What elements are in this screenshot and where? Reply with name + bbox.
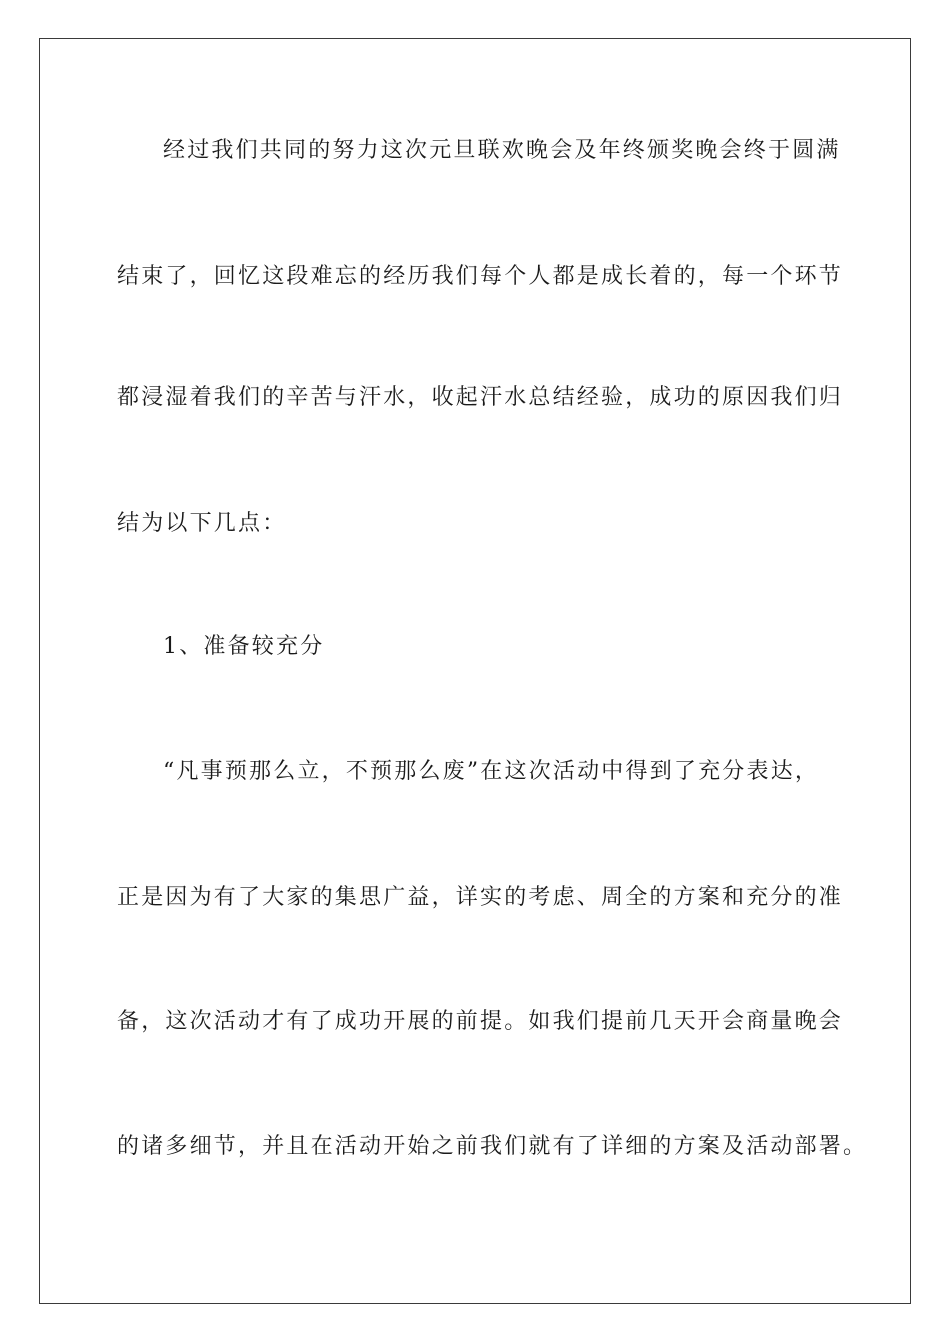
paragraph-2-line-3: 备，这次活动才有了成功开展的前提。如我们提前几天开会商量晚会 [117, 1009, 844, 1034]
paragraph-1-line-4: 结为以下几点： [117, 511, 287, 536]
page-border [39, 38, 911, 1304]
paragraph-2-line-4: 的诸多细节，并且在活动开始之前我们就有了详细的方案及活动部署。 [117, 1134, 868, 1159]
paragraph-2-line-2: 正是因为有了大家的集思广益，详实的考虑、周全的方案和充分的准 [117, 885, 844, 910]
paragraph-1-line-3: 都浸湿着我们的辛苦与汗水，收起汗水总结经验，成功的原因我们归 [117, 385, 844, 410]
paragraph-1-line-1: 经过我们共同的努力这次元旦联欢晚会及年终颁奖晚会终于圆满 [163, 138, 841, 163]
paragraph-2-line-1: “凡事预那么立，不预那么废”在这次活动中得到了充分表达， [163, 759, 820, 784]
section-heading: 1、准备较充分 [163, 634, 325, 659]
paragraph-1-line-2: 结束了，回忆这段难忘的经历我们每个人都是成长着的，每一个环节 [117, 264, 844, 289]
